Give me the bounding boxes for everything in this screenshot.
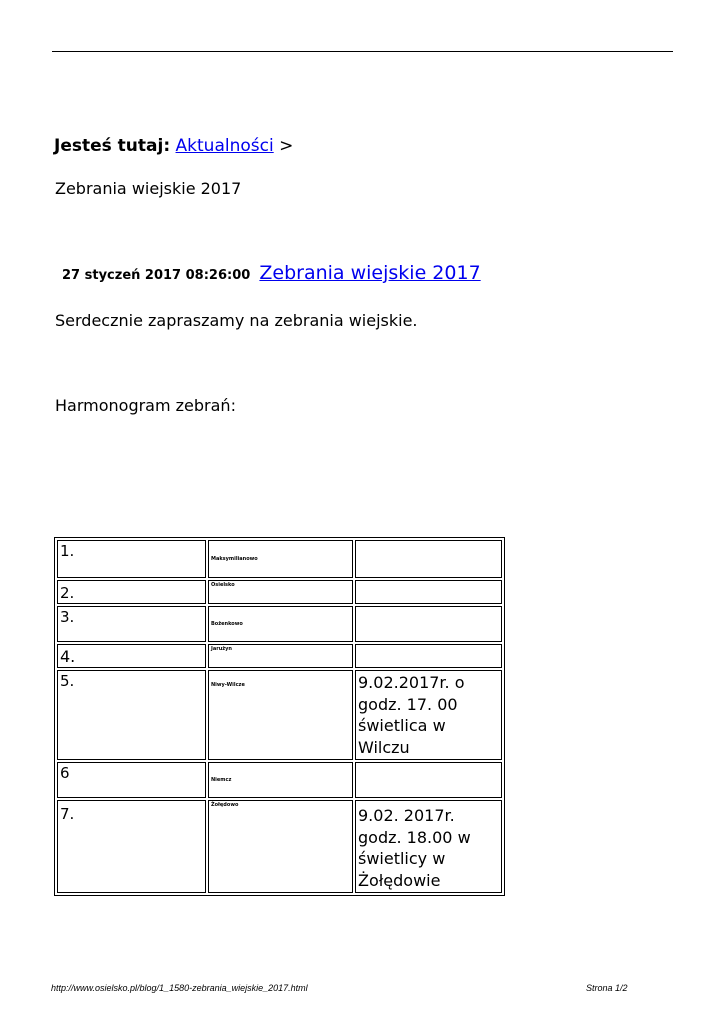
footer-url: http://www.osielsko.pl/blog/1_1580-zebrania_wiejskie_2017.html xyxy=(51,983,308,993)
post-title-link[interactable]: Zebrania wiejskie 2017 xyxy=(259,262,481,284)
row-village xyxy=(208,670,353,760)
row-date: 9.02.2017r. o godz. 17. 00 świetlica w Wilczu xyxy=(355,670,502,760)
table-row xyxy=(57,580,502,604)
row-number xyxy=(57,580,206,604)
table-row xyxy=(57,606,502,642)
row-date: 9.02. 2017r. godz. 18.00 w świetlicy w Żołędowie xyxy=(355,800,502,893)
row-date xyxy=(355,762,502,798)
row-number: 1. xyxy=(57,540,206,578)
row-number: 3. xyxy=(57,606,206,642)
table-row xyxy=(57,644,502,668)
village-name: Maksymilianowo xyxy=(211,555,258,562)
row-date xyxy=(355,644,502,668)
row-date xyxy=(355,580,502,604)
breadcrumb-separator: > xyxy=(279,136,294,156)
row-number: 5. xyxy=(57,670,206,760)
row-village xyxy=(208,606,353,642)
breadcrumb-label: Jesteś tutaj: xyxy=(54,136,171,156)
row-date xyxy=(355,540,502,578)
breadcrumb-link-aktualnosci[interactable]: Aktualności xyxy=(175,136,274,156)
row-village: Osielsko xyxy=(208,580,353,604)
footer-page-number: Strona 1/2 xyxy=(586,983,628,993)
row-number: 7. xyxy=(57,800,206,893)
table-row xyxy=(57,670,502,760)
row-number-text: 2. xyxy=(60,584,75,602)
breadcrumb xyxy=(54,134,293,158)
village-name: Niwy-Wilcze xyxy=(211,682,245,688)
row-number xyxy=(57,644,206,668)
row-number-text: 4. xyxy=(60,647,76,666)
post-intro: Serdecznie zapraszamy na zebrania wiejskie. xyxy=(55,311,418,330)
row-village: Żołędowo xyxy=(208,800,353,893)
post-date: 27 styczeń 2017 08:26:00 xyxy=(62,268,251,283)
schedule-heading: Harmonogram zebrań: xyxy=(55,396,236,415)
village-name: Niemcz xyxy=(211,776,232,783)
schedule-table xyxy=(54,537,505,896)
table-row xyxy=(57,762,502,798)
category-title: Zebrania wiejskie 2017 xyxy=(55,179,242,198)
row-village: Jarużyn xyxy=(208,644,353,668)
row-village xyxy=(208,762,353,798)
village-name: Bożenkowo xyxy=(211,620,243,627)
post-meta xyxy=(62,262,481,284)
table-row xyxy=(57,800,502,893)
row-number: 6 xyxy=(57,762,206,798)
row-village xyxy=(208,540,353,578)
row-date xyxy=(355,606,502,642)
table-row xyxy=(57,540,502,578)
header-rule xyxy=(52,51,673,52)
